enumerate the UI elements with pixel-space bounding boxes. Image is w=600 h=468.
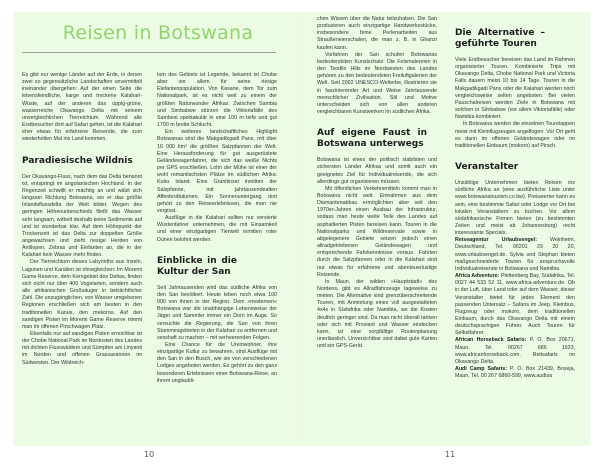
paragraph: Ein weiteres landschaftliches Highlight Botswanas sind die Makgadikgadi Pans, mit über 16 000 km² die größten Salzpfannen der Welt. Eine Herausforderung für gut ausgerüstete Geländewagenfahrer, die sich das weiße Nichts per GPS erschließen. Lohn der Mühe ist einer der wohl romantischsten Plätze im südlichen Afrika: Kubu Island. Eine Granitinsel inmitten der Salzpfanne, mit jahrtausendealten Affenbrotbäumen. Ein Sonnenuntergang dort gehört zu den Reiseerlebnissen, die man nie vergisst. [157,129,277,214]
paragraph: Ebenfalls nur auf sandigen Pisten erreichbar ist der Chobe National Park im Nordosten des Landes mit dichten Flusswäldern und Sümpfen am Linyanti im Norden und offenen Grassavannen im Südwesten. Der Wildreich- [22,331,142,366]
column-3 [317,16,437,350]
operator-name: Audi Camp Safaris: [455,366,507,373]
section-heading: Auf eigene Faust in Botswana unterwegs [317,128,427,150]
paragraph: Eine Chance für die Ureinwohner, ihre einzigartige Kultur zu bewahren, sind Ausflüge mit den San in den Busch, wie sie von verschiedenen Lodges angeboten werden. Es gehört zu den ganz besonderen Erlebnissen einer Botswana-Reise, an ihrem unglaubli- [157,342,277,384]
paragraph: Botswana ist eines der politisch stabilsten und sichersten Länder Afrikas und somit auch ein geeignetes Ziel für Individualreisende, die sich allerdings gut organisieren müssen. [317,157,437,185]
paragraph: In Botswana werden die einzelnen Touretappen meist mit Kleinflugzeugen angeflogen. Vor Ort geht es dann im offenen Geländewagen oder im traditionellen Einbaum (mokoro) auf Pirsch. [455,121,575,149]
operator-entry [455,237,575,273]
operator-details: Plettenberg Bay, Südafrika, Tel. 0027 44 533 52 11, www.africa-adventure.de. Ob in der Luft, über Land oder auf dem Wasser, dieser Veranstalter bietet für jedes Element den passenden Untersatz – Safaris im Jeep, Kleinbus, Flugzeug oder mokoro, dem traditionellen Einbaum, durch das Okavango Delta mit einem deutschsprachigen Führer. Auch Touren für Selbstfahrer. [455,273,576,337]
section-heading: Veranstalter [455,162,519,173]
column-4 [455,16,575,380]
paragraph: chen Wissen über die Natur teilzuhaben. Die San produzieren auch einzigartige Handwerksstücke, insbesondere feine Perlenarbeiten aus Straußeneierschalen, die man z. B. in Ghanzi kaufen kann. [317,16,437,51]
page-number: 11 [445,450,456,459]
paragraph: Mit öffentlichen Verkehrsmitteln kommt man in Botswana nicht weit. Einnahmen aus dem Diamantenabbau ermöglichten aber seit den 1970er-Jahren einen Ausbau der Infrastruktur, sodass man heute weite Teile des Landes auf asphaltierten Pisten bereisen kann. Touren in die Nationalparks und Wildreservate sowie in abgelegenere Gebiete setzen jedoch einen allradgetriebenen Geländewagen und entsprechende Fahrkenntnisse voraus. Fahrten durch die Salzpfannen oder in die Kalahari sind nur etwas für erfahrene und abenteuerlustige Reisende. [317,185,437,278]
paragraph: Seit Jahrtausenden wird das südliche Afrika von den San bevölkert. Heute leben noch etwa 100 000 von ihnen in der Region. Dem »modernen« Botswana war die unabhängige Lebensweise der Jäger und Sammler immer ein Dorn im Auge. So versuchte die Regierung, die San von ihren Stammesgebieten in der Kalahari zu entfernen und sesshaft zu machen – mit verheerenden Folgen. [157,284,277,341]
section-heading: Paradiesische Wildnis [22,155,133,166]
title-divider [22,52,276,53]
operator-details: Weinheim, Deutschland, Tel. 06201 29 20 20, www.urlaubsengel.de. Sylvia und Stephan bieten maßgeschneiderte Touren für anspruchsvolle Individualreisende in Botswana und Namibia. [455,237,575,272]
paragraph: In Maun, der wilden »Hauptstadt« des Nordens, gibt es Allradfahrzeuge tageweise zu mieten. Die Alternative sind grenzüberschreitende Touren, mit Anmietung eines voll ausgestatteten 4x4s in Südafrika oder Namibia, wo die Kosten deutlich geringer sind. Da man nicht überall tanken oder sich mit Proviant und Wasser eindecken kann, ist eine sorgfältige Routenplanung unerlässlich. Unverzichtbar sind dabei gute Karten und ein GPS-Gerät. [317,278,437,350]
paragraph: Der Okavango-Fluss, nach dem das Delta benannt ist, entspringt im angolanischen Hochland. In der Regenzeit schwillt er mächtig an und wälzt sich langsam Richtung Botswana, wo er das größte Inlandsflussdelta der Welt bildet. Wegen des geringen Höhenunterschieds fließt das Wasser sehr langsam, wirbelt deshalb keine Sedimente auf und ist wunderbar klar. Auf dem Höhepunkt der Trockenzeit ist das Delta zur doppelten Größe angewachsen und zieht riesige Herden von Antilopen, Zebras und Elefanten an, die in der Kalahari kein Wasser mehr finden. [22,173,142,259]
book-gutter [298,12,302,446]
operator-name: Africa Adventure: [455,273,500,280]
paragraph: Viele Erstbesucher bereisen das Land im Rahmen organisierter Touren. Kombinierte Trips mit Okavango Delta, Chobe National Park und Victoria Falls dauern meist 10 bis 14 Tage. Touren in die Makgadikgadi Pans oder die Kalahari werden noch vergleichsweise selten angeboten. Bei vielen Pauschalreisen werden Ziele in Botswana mit solchen in Simbabwe (vor allem Viktoriafälle) oder Namibia kombiniert. [455,57,575,121]
operator-name: Reiseagentur Urlaubsengel: [455,237,537,244]
operator-details: P. O. Box 21439, Boseja, Maun, Tel. 00 267 6860-599, www.audisa [455,366,575,380]
column-1 [22,72,142,367]
operator-entry [455,337,575,366]
intro-paragraph: Es gibt nur wenige Länder auf der Erde, in denen zwei so gegensätzliche Landschaften unvermittelt ineinander übergehen: Auf der einen Seite die lebensfeindliche, karge und trockene Kalahari-Wüste, auf der anderen das üppig-grüne, wasserreiche Okavango Delta mit seinem unvergleichlichen Tierreichtum. Während alle Erstbesucher dort auf Safari gehen, ist die Kalahari eher etwas für erfahrene Reisende, die zum wiederholten Mal ins Land kommen. [22,72,142,143]
page-number: 10 [144,450,155,459]
operator-details: P. O. Box 20671, Maun, Tel. 00267 686 1523, www.africanhorseback.com. Reitsafaris im Okavango Delta. [455,337,575,365]
section-heading: Einblicke in die Kultur der San [157,255,237,277]
paragraph: Der Tierreichtum dieses Labyrinths aus Inseln, Lagunen und Kanälen ist ohnegleichen: Im Moremi Game Reserve, dem Kerngebiet des Deltas, finden sich nicht nur über 400 Vogelarten, sondern auch alle afrikanischen Großsäuger in beträchtlicher Zahl. Die unzugänglichen, von Wasser umgebenen Regionen erschließen sich am besten in den traditionellen Kanus, den mekoros. Auf den sandigen Pisten im Moremi Game Reserve nimmt man im offenen Pirschwagen Platz. [22,259,142,330]
paragraph: Unzählige Unternehmen bieten Reisen ins südliche Afrika an (eine ausführliche Liste unter www.botswanatourism.co.bw). Preiswerter kann es sein, eine bestimmte Safari oder Lodge vor Ort bei lokalen Veranstaltern zu buchen. Vor allem südafrikanische Firmen bieten (zu bestimmten Zeiten und meist ab Johannesburg) recht interessante Specials. [455,180,575,237]
paragraph: Ausflüge in die Kalahari sollten nur versierte Wüstenfahrer unternehmen, die mit Einsamkeit und einer einzigartigen Tierwelt inmitten roter Dünen belohnt werden. [157,215,277,243]
paragraph: tum des Gebiets ist Legende, bekannt ist Chobe aber vor allem für seine riesige Elefantenpopulation. Von Kasane, dem Tor zum Nationalpark, ist es nicht weit zu einem der größten Naturwunder Afrikas: Zwischen Sambia und Simbabwe stürzen die Viktoriafälle des Sambesi spektakulär in eine 100 m tiefe und gut 1700 m breite Schlucht. [157,72,277,129]
column-2 [157,72,277,385]
operator-entry [455,273,575,337]
section-heading: Die Alternative – geführte Touren [455,28,545,49]
paragraph: Vorfahren der San schufen Botswanas bedeutendsten Kunstschatz: Die Felsmalereien in den Tsodilo Hills im Nordwesten des Landes gehören zu den bedeutendsten Freiluftgalerien der Welt. Seit 2002 UNESCO-Welterbe, illustrieren sie in faszinierender Art und Weise Jahrtausende menschlicher Zivilisation. Stil und Motive unterscheiden sich von allen anderen vergleichbaren Kunstwerken im südlichen Afrika. [317,51,437,116]
page-title: Reisen in Botswana [62,22,254,44]
operator-entry [455,366,575,380]
operator-name: African Horseback Safaris: [455,337,527,344]
